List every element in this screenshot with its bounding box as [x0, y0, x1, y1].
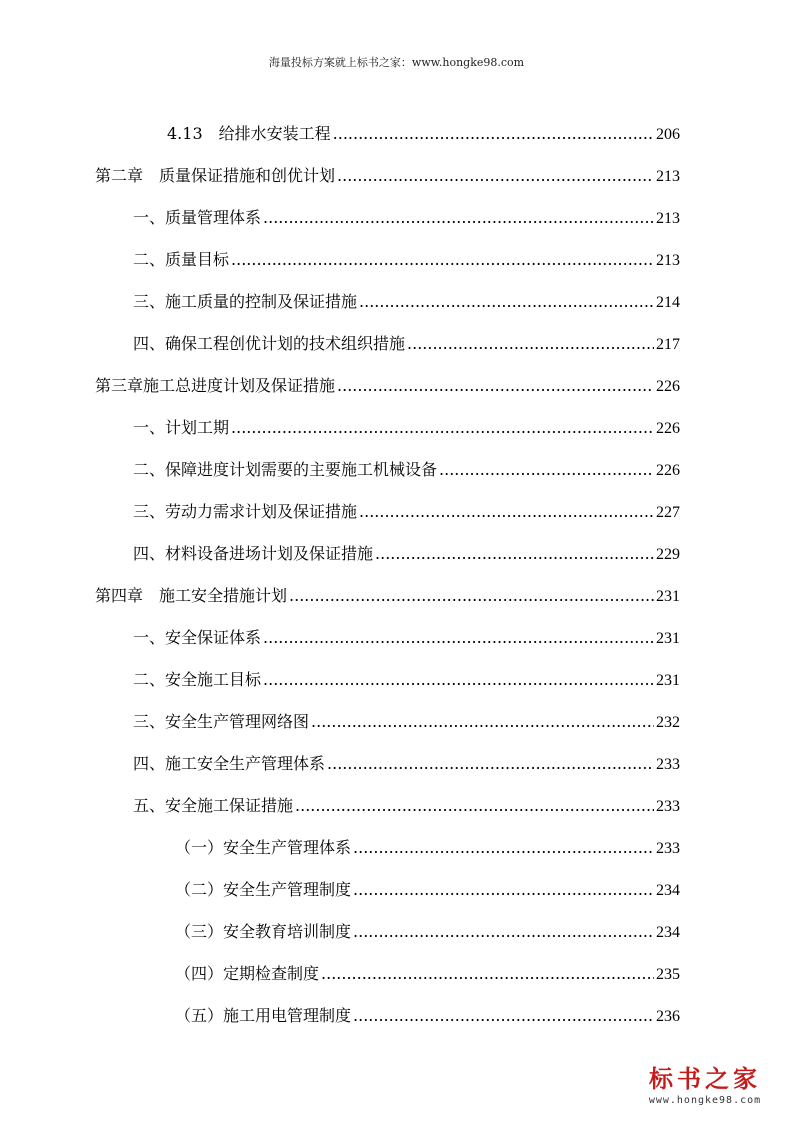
toc-entry-label: （四）定期检查制度 [175, 964, 320, 983]
toc-dot-leader [231, 246, 654, 274]
toc-entry-page-number: 229 [656, 546, 680, 563]
toc-entry [175, 918, 680, 946]
toc-entry-label: 一、计划工期 [133, 418, 230, 437]
toc-entry-label: 四、材料设备进场计划及保证措施 [133, 544, 374, 563]
toc-entry [167, 120, 680, 148]
page-header: 海量投标方案就上标书之家：www.hongke98.com [268, 56, 525, 69]
toc-entry-page-number: 233 [656, 756, 680, 773]
toc-entry-page-number: 217 [656, 336, 680, 353]
toc-entry-page-number: 236 [656, 1008, 680, 1025]
watermark-title: 标书之家 [649, 1065, 761, 1093]
toc-entry-label: 二、保障进度计划需要的主要施工机械设备 [133, 460, 438, 479]
toc-entry-label: 三、施工质量的控制及保证措施 [133, 292, 358, 311]
toc-entry [133, 288, 680, 316]
toc-entry-page-number: 226 [656, 420, 680, 437]
toc-entry-page-number: 231 [656, 630, 680, 647]
toc-entry [133, 246, 680, 274]
toc-entry-page-number: 213 [656, 210, 680, 227]
toc-entry-label: 二、质量目标 [133, 250, 230, 269]
toc-dot-leader [359, 498, 654, 526]
toc-entry [95, 162, 680, 190]
toc-entry-label: 四、确保工程创优计划的技术组织措施 [133, 334, 406, 353]
toc-entry [133, 498, 680, 526]
toc-dot-leader [337, 372, 654, 400]
toc-dot-leader [327, 750, 654, 778]
toc-entry [133, 414, 680, 442]
toc-entry [133, 792, 680, 820]
toc-entry-label: 一、安全保证体系 [133, 628, 262, 647]
watermark-url: www.hongke98.com [648, 1095, 762, 1106]
toc-entry-page-number: 231 [656, 672, 680, 689]
toc-dot-leader [263, 204, 654, 232]
toc-entry-label: 第四章 施工安全措施计划 [95, 586, 288, 605]
toc-dot-leader [407, 330, 654, 358]
toc-entry-label: （三）安全教育培训制度 [175, 922, 352, 941]
toc-entry-page-number: 231 [656, 588, 680, 605]
toc-entry [175, 834, 680, 862]
toc-entry-page-number: 235 [656, 966, 680, 983]
toc-entry [95, 372, 680, 400]
toc-entry [175, 876, 680, 904]
toc-entry-page-number: 227 [656, 504, 680, 521]
toc-dot-leader [359, 288, 654, 316]
toc-entry [133, 204, 680, 232]
toc-entry-label: 四、施工安全生产管理体系 [133, 754, 326, 773]
toc-entry-label: （五）施工用电管理制度 [175, 1006, 352, 1025]
toc-entry-page-number: 233 [656, 798, 680, 815]
toc-entry-page-number: 213 [656, 168, 680, 185]
toc-dot-leader [337, 162, 654, 190]
toc-dot-leader [321, 960, 654, 988]
toc-entry-page-number: 226 [656, 378, 680, 395]
toc-entry [133, 666, 680, 694]
toc-entry [175, 960, 680, 988]
toc-entry [133, 750, 680, 778]
toc-dot-leader [353, 834, 654, 862]
toc-entry-page-number: 206 [656, 126, 680, 143]
toc-entry-label: 二、安全施工目标 [133, 670, 262, 689]
toc-entry-label: 4.13 给排水安装工程 [167, 124, 331, 143]
toc-dot-leader [263, 624, 654, 652]
toc-entry-page-number: 214 [656, 294, 680, 311]
watermark-logo [635, 1064, 775, 1108]
toc-entry-page-number: 234 [656, 924, 680, 941]
toc-dot-leader [375, 540, 654, 568]
toc-entry [175, 1002, 680, 1030]
toc-dot-leader [333, 120, 654, 148]
toc-dot-leader [231, 414, 654, 442]
toc-entry [133, 708, 680, 736]
toc-entry-page-number: 232 [656, 714, 680, 731]
toc-entry-label: （一）安全生产管理体系 [175, 838, 352, 857]
toc-entry-label: 三、安全生产管理网络图 [133, 712, 310, 731]
toc-entry [133, 330, 680, 358]
toc-entry-label: （二）安全生产管理制度 [175, 880, 352, 899]
toc-dot-leader [263, 666, 654, 694]
toc-dot-leader [353, 876, 654, 904]
toc-entry-label: 一、质量管理体系 [133, 208, 262, 227]
toc-entry [133, 456, 680, 484]
toc-entry-label: 三、劳动力需求计划及保证措施 [133, 502, 358, 521]
toc-entry-label: 第三章施工总进度计划及保证措施 [95, 376, 336, 395]
toc-entry-page-number: 213 [656, 252, 680, 269]
toc-dot-leader [311, 708, 654, 736]
toc-entry-page-number: 226 [656, 462, 680, 479]
toc-entry-page-number: 234 [656, 882, 680, 899]
toc-entry-label: 第二章 质量保证措施和创优计划 [95, 166, 336, 185]
toc-entry-page-number: 233 [656, 840, 680, 857]
toc-dot-leader [439, 456, 654, 484]
toc-entry [133, 624, 680, 652]
toc-dot-leader [353, 918, 654, 946]
toc-dot-leader [353, 1002, 654, 1030]
toc-entry [133, 540, 680, 568]
toc-entry-label: 五、安全施工保证措施 [133, 796, 294, 815]
toc-entry [95, 582, 680, 610]
toc-dot-leader [295, 792, 654, 820]
toc-dot-leader [289, 582, 654, 610]
